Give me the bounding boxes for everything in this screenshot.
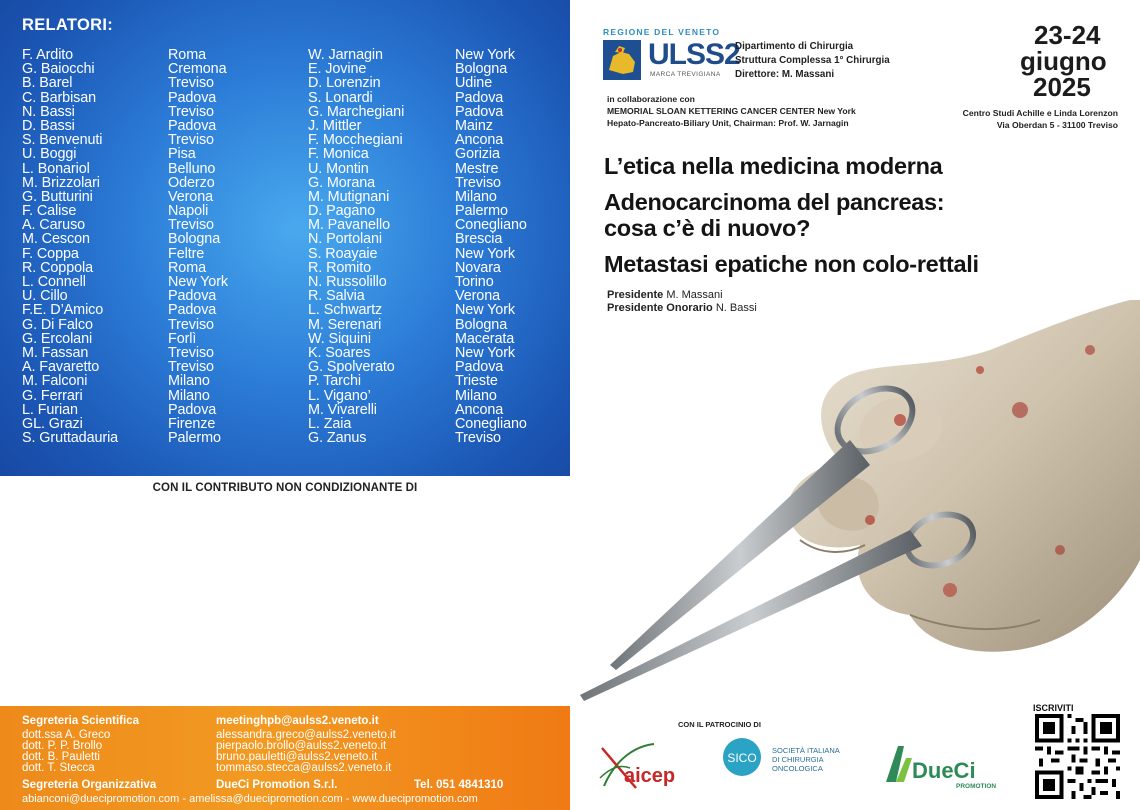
list-item: N. Russolillo (308, 274, 387, 290)
list-item: Milano (168, 387, 210, 404)
list-item: Verona (168, 188, 214, 205)
list-item: Treviso (455, 430, 501, 447)
list-item: Padova (455, 89, 504, 106)
sico-line-3: ONCOLOGICA (772, 764, 823, 773)
sico-line-2: DI CHIRURGIA (772, 755, 824, 764)
list-item: Roma (168, 259, 206, 276)
title-line-3: cosa c’è di nuovo? (604, 215, 811, 241)
event-year: 2025 (1033, 72, 1091, 102)
list-item: F.E. D’Amico (22, 302, 104, 319)
list-item: Milano (168, 373, 210, 390)
list-item: G. Di Falco (22, 316, 93, 333)
list-item: New York (455, 47, 515, 63)
president-name: M. Massani (666, 289, 723, 301)
title-line-4: Metastasi epatiche non colo-rettali (604, 251, 979, 277)
list-item: Feltre (168, 245, 205, 262)
list-item: Struttura Complessa 1° Chirurgia (735, 55, 890, 66)
list-item: M. Brizzolari (22, 174, 100, 191)
list-item: M. Mutignani (308, 188, 390, 205)
lion-of-st-mark-icon (603, 40, 641, 80)
list-item: C. Barbisan (22, 89, 97, 106)
list-item: Centro Studi Achille e Linda Lorenzon (962, 108, 1118, 118)
list-item: Ancona (455, 401, 504, 418)
surgical-hand-illustration (570, 290, 1140, 720)
list-item: A. Caruso (22, 217, 86, 234)
list-item: S. Lonardi (308, 89, 373, 106)
segreteria-organizzativa-title: Segreteria Organizzativa (22, 779, 157, 791)
speakers-names-col-2 (308, 48, 404, 445)
list-item: Treviso (168, 75, 214, 92)
list-item: Conegliano (455, 415, 527, 432)
list-item: R. Salvia (308, 288, 365, 305)
list-item: Novara (455, 259, 501, 276)
dueci-logo (878, 738, 998, 794)
iscriviti-label[interactable]: ISCRIVITI (1033, 703, 1074, 713)
list-item: W. Siquini (308, 330, 371, 347)
main-email[interactable]: meetinghpb@aulss2.veneto.it (216, 715, 379, 727)
patrocinio-label: CON IL PATROCINIO DI (678, 720, 761, 729)
segreteria-scientifica-title: Segreteria Scientifica (22, 715, 139, 727)
list-item: Milano (455, 387, 497, 404)
list-item: Padova (168, 401, 217, 418)
list-item: in collaborazione con (607, 94, 695, 104)
list-item: M. Pavanello (308, 217, 390, 234)
list-item: Padova (168, 117, 217, 134)
right-panel (570, 0, 1140, 810)
list-item: F. Coppa (22, 245, 79, 262)
aicep-wordmark: aicep (624, 765, 676, 787)
list-item: New York (455, 245, 515, 262)
list-item: Macerata (455, 330, 515, 347)
list-item[interactable]: alessandra.greco@aulss2.veneto.it (216, 729, 396, 741)
list-item: Padova (168, 302, 217, 319)
list-item: G. Spolverato (308, 359, 395, 376)
list-item[interactable]: bruno.pauletti@aulss2.veneto.it (216, 751, 378, 763)
list-item: L. Connell (22, 274, 86, 290)
title-line-1: L’etica nella medicina moderna (604, 153, 943, 179)
list-item: Milano (455, 188, 497, 205)
organizer-company: DueCi Promotion S.r.l. (216, 779, 338, 791)
list-item: Bologna (168, 231, 221, 248)
list-item: Bologna (455, 61, 508, 78)
list-item: Via Oberdan 5 - 31100 Treviso (996, 120, 1118, 130)
list-item[interactable]: pierpaolo.brollo@aulss2.veneto.it (216, 740, 387, 752)
list-item: Ancona (455, 132, 504, 149)
ulss-subtitle: MARCA TREVIGIANA (650, 71, 721, 78)
list-item: L. Schwartz (308, 302, 383, 319)
list-item: Cremona (168, 61, 227, 78)
list-item: A. Favaretto (22, 359, 100, 376)
sico-line-1: SOCIETÀ ITALIANA (772, 746, 840, 755)
list-item: D. Pagano (308, 203, 376, 220)
list-item: R. Romito (308, 259, 372, 276)
dueci-wordmark: DueCi (912, 758, 976, 783)
regione-label: REGIONE DEL VENETO (603, 27, 721, 37)
sico-wordmark: SICO (727, 751, 757, 765)
list-item: N. Portolani (308, 231, 382, 248)
list-item: N. Bassi (22, 103, 75, 120)
list-item: G. Ferrari (22, 387, 83, 404)
relatori-panel (0, 0, 570, 476)
list-item: Udine (455, 75, 493, 92)
list-item: F. Ardito (22, 47, 74, 63)
collaboration-info (607, 93, 856, 129)
list-item: Brescia (455, 231, 503, 248)
event-days: 23-24 (1034, 20, 1101, 50)
list-item: Mainz (455, 117, 493, 134)
list-item: L. Bonariol (22, 160, 90, 177)
department-info (735, 40, 890, 82)
aicep-logo (596, 738, 706, 798)
list-item: Treviso (168, 217, 214, 234)
list-item: E. Jovine (308, 61, 367, 78)
list-item: Verona (455, 288, 501, 305)
list-item: Dipartimento di Chirurgia (735, 41, 854, 52)
list-item: Trieste (455, 373, 498, 390)
list-item: L. Zaia (308, 415, 352, 432)
speakers-cities-col-2 (455, 48, 527, 445)
list-item: Padova (168, 89, 217, 106)
list-item: Mestre (455, 160, 499, 177)
list-item: Palermo (455, 203, 508, 220)
list-item: Firenze (168, 415, 216, 432)
list-item: U. Montin (308, 160, 369, 177)
list-item: G. Butturini (22, 188, 93, 205)
list-item: G. Zanus (308, 430, 367, 447)
list-item: Padova (455, 103, 504, 120)
list-item: GL. Grazi (22, 415, 83, 432)
list-item: P. Tarchi (308, 373, 361, 390)
segreteria-band (0, 706, 570, 810)
list-item: Padova (455, 359, 504, 376)
list-item: D. Bassi (22, 117, 75, 134)
list-item: K. Soares (308, 344, 371, 361)
list-item: G. Ercolani (22, 330, 93, 347)
list-item[interactable]: tommaso.stecca@aulss2.veneto.it (216, 762, 392, 774)
list-item: Palermo (168, 430, 221, 447)
list-item: J. Mittler (308, 117, 362, 134)
organizer-phone[interactable]: Tel. 051 4841310 (414, 779, 504, 791)
list-item: Torino (455, 274, 494, 290)
list-item: Gorizia (455, 146, 500, 163)
list-item: M. Serenari (308, 316, 382, 333)
speakers-cities-col-1 (168, 48, 228, 445)
list-item: M. Vivarelli (308, 401, 377, 418)
list-item: Direttore: M. Massani (735, 69, 835, 80)
list-item: R. Coppola (22, 259, 93, 276)
list-item: M. Falconi (22, 373, 88, 390)
list-item: Oderzo (168, 174, 215, 191)
list-item: G. Marchegiani (308, 103, 405, 120)
organizer-contacts[interactable]: abianconi@duecipromotion.com - amelissa@duecipromotion.com - www.duecipromotion.com (22, 793, 478, 805)
list-item: Conegliano (455, 217, 527, 234)
contact-emails[interactable] (216, 730, 396, 774)
list-item: dott.ssa A. Greco (22, 729, 111, 741)
speakers-names-col-1 (22, 48, 118, 445)
list-item: U. Cillo (22, 288, 68, 305)
list-item: dott. P. P. Brollo (22, 740, 103, 752)
venue-info (928, 107, 1118, 131)
list-item: D. Lorenzin (308, 75, 381, 92)
list-item: F. Mocchegiani (308, 132, 403, 149)
list-item: S. Gruttadauria (22, 430, 119, 447)
list-item: F. Monica (308, 146, 369, 163)
list-item: Treviso (168, 359, 214, 376)
list-item: Forlì (168, 330, 197, 347)
dueci-subtitle: PROMOTION (956, 783, 997, 790)
contributo-text: CON IL CONTRIBUTO NON CONDIZIONANTE DI (152, 482, 418, 494)
list-item: Pisa (168, 146, 196, 163)
event-month: giugno (1020, 46, 1107, 76)
list-item: S. Benvenuti (22, 132, 103, 149)
segreteria-scientifica-names (22, 730, 110, 774)
list-item: Padova (168, 288, 217, 305)
list-item: W. Jarnagin (308, 47, 383, 63)
list-item: Bologna (455, 316, 508, 333)
president-label: Presidente (607, 289, 664, 301)
list-item: L. Vigano’ (308, 387, 371, 404)
list-item: Hepato-Pancreato-Biliary Unit, Chairman: Prof. W. Jarnagin (607, 118, 849, 128)
list-item: Napoli (168, 203, 209, 220)
list-item: Treviso (455, 174, 501, 191)
registration-qr-code[interactable] (1035, 714, 1120, 799)
title-line-2: Adenocarcinoma del pancreas: (604, 189, 945, 215)
list-item: M. Cescon (22, 231, 90, 248)
list-item: New York (455, 302, 515, 319)
honorary-president-name: N. Bassi (715, 301, 757, 314)
list-item: Roma (168, 47, 206, 63)
list-item: S. Roayaie (308, 245, 378, 262)
list-item: Treviso (168, 316, 214, 333)
list-item: G. Baiocchi (22, 61, 95, 78)
list-item: MEMORIAL SLOAN KETTERING CANCER CENTER New York (607, 106, 856, 116)
relatori-title: RELATORI: (22, 16, 114, 34)
list-item: dott. B. Pauletti (22, 751, 100, 763)
list-item: G. Morana (308, 174, 376, 191)
list-item: U. Boggi (22, 146, 77, 163)
list-item: dott. T. Stecca (22, 762, 95, 774)
list-item: F. Calise (22, 203, 77, 220)
sico-logo (722, 735, 862, 795)
list-item: B. Barel (22, 75, 73, 92)
list-item: Treviso (168, 132, 214, 149)
list-item: New York (168, 274, 228, 290)
ulss-logo: ULSS2 (648, 38, 740, 71)
list-item: L. Furian (22, 401, 78, 418)
list-item: Treviso (168, 344, 214, 361)
list-item: M. Fassan (22, 344, 89, 361)
list-item: Belluno (168, 160, 216, 177)
list-item: Treviso (168, 103, 214, 120)
list-item: New York (455, 344, 515, 361)
honorary-president-label: Presidente Onorario (607, 301, 713, 314)
